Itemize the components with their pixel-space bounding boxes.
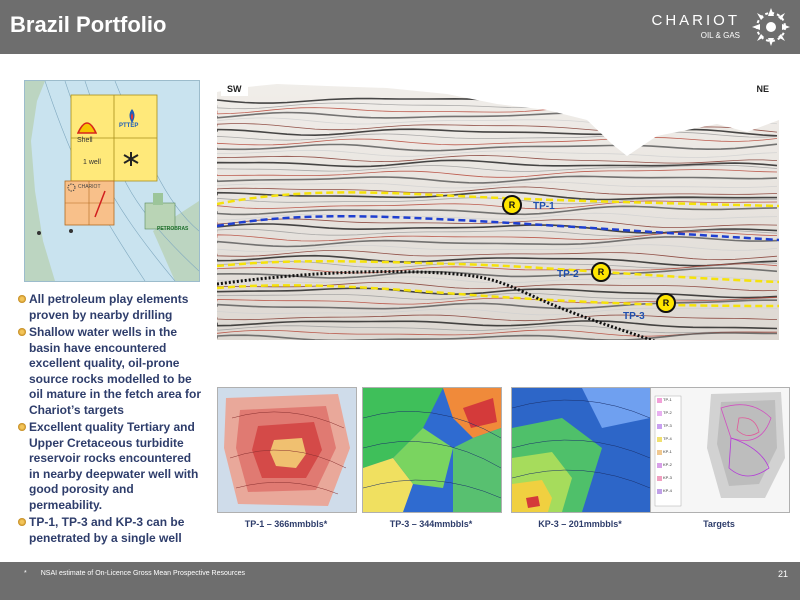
bullet-icon — [18, 295, 26, 303]
pttep-logo-icon — [125, 109, 139, 123]
brand-name: CHARIOT — [651, 12, 740, 29]
bullet-icon — [18, 423, 26, 431]
legend-label: TP-1 — [663, 397, 672, 402]
kp3-map-thumbnail — [511, 387, 651, 513]
pttep-label: PTTEP — [119, 123, 139, 129]
bullet-item — [18, 325, 204, 418]
legend-label: TP-4 — [663, 436, 672, 441]
map-graphic — [25, 81, 199, 281]
bullet-icon — [18, 328, 26, 336]
legend-label: KP-2 — [663, 462, 672, 467]
murphy-logo-icon — [123, 151, 139, 167]
bullet-text: Excellent quality Tertiary and Upper Cretaceous turbidite reservoir rocks encountered in nearby deepwater well with good porosity and permeability. — [29, 420, 199, 512]
header-bar — [0, 0, 800, 54]
tp3-map-graphic — [363, 388, 501, 512]
petrobras-logo-icon: PETROBRAS — [157, 226, 189, 232]
sw-direction-label: SW — [221, 82, 248, 96]
bullet-item — [18, 292, 204, 323]
legend-label: TP-3 — [663, 423, 672, 428]
legend-label: KP-1 — [663, 449, 672, 454]
bullet-icon — [18, 518, 26, 526]
seismic-graphic — [217, 80, 779, 340]
chariot-map-icon — [67, 183, 76, 192]
bullet-list — [18, 292, 204, 548]
footnote — [24, 570, 245, 577]
page-title: Brazil Portfolio — [10, 12, 167, 37]
bullet-item — [18, 515, 204, 546]
shell-logo-icon — [77, 119, 97, 135]
page-number: 21 — [777, 569, 788, 579]
chariot-map-label: CHARIOT — [78, 184, 101, 190]
footer-bar — [0, 562, 800, 600]
chariot-logo-icon — [750, 6, 792, 48]
reservoir-marker: R — [656, 293, 676, 313]
kp3-caption: KP-3 – 201mmbbls* — [538, 519, 622, 529]
tp2-label: TP-2 — [557, 269, 579, 280]
reservoir-marker: R — [502, 195, 522, 215]
bullet-item — [18, 420, 204, 513]
tp1-map-thumbnail — [217, 387, 357, 513]
one-well-label: 1 well — [83, 159, 101, 166]
bullet-text: Shallow water wells in the basin have encountered excellent quality, oil-prone source rocks modelled to be oil mature in the fetch area for Chariot’s targets — [29, 325, 202, 417]
brand-wordmark — [652, 12, 741, 40]
targets-caption: Targets — [703, 519, 735, 529]
tp1-map-graphic — [218, 388, 356, 512]
bullet-text: TP-1, TP-3 and KP-3 can be penetrated by a single well — [29, 515, 185, 545]
reservoir-marker: R — [591, 262, 611, 282]
tp3-label: TP-3 — [623, 311, 645, 322]
tp3-map-thumbnail — [362, 387, 502, 513]
tp3-caption: TP-3 – 344mmbbls* — [389, 519, 473, 529]
legend-label: KP-4 — [663, 488, 672, 493]
brand-subtitle: OIL & GAS — [700, 31, 740, 40]
licence-map — [24, 80, 200, 282]
kp3-map-graphic — [512, 388, 650, 512]
shell-label: Shell — [77, 137, 93, 144]
targets-map-thumbnail — [650, 387, 790, 513]
tp1-caption: TP-1 – 366mmbbls* — [244, 519, 328, 529]
footnote-star: * — [24, 570, 27, 577]
seismic-section — [217, 80, 779, 340]
bullet-text: All petroleum play elements proven by nearby drilling — [29, 292, 189, 322]
ne-direction-label: NE — [750, 82, 775, 96]
tp1-label: TP-1 — [533, 201, 555, 212]
legend-label: KP-3 — [663, 475, 672, 480]
legend-label: TP-2 — [663, 410, 672, 415]
footnote-text: NSAI estimate of On-Licence Gross Mean Prospective Resources — [40, 570, 245, 577]
